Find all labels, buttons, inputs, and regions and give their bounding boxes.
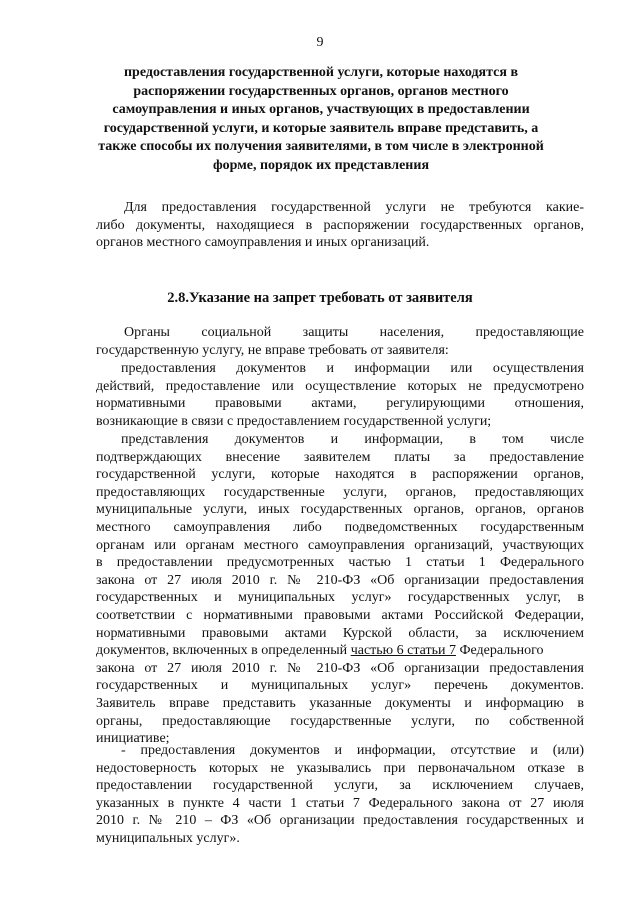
law-reference-link[interactable]: частью 6 статьи 7 — [350, 643, 456, 659]
item-1-paragraph — [96, 360, 584, 430]
paragraph-line: органы, предоставляющие государственные услуги, по собственной — [96, 713, 584, 729]
paragraph-line: нормативными правовыми актами, регулирующими отношения, — [96, 396, 584, 412]
paragraph-line: закона от 27 июля 2010 г. № 210-ФЗ «Об организации предоставления — [96, 660, 584, 676]
paragraph-line: государственных и муниципальных услуг» государственных услуг, в — [96, 590, 584, 606]
page-number: 9 — [316, 35, 324, 50]
heading-line: распоряжении государственных органов, органов местного — [133, 83, 509, 99]
paragraph-line: государственной услуги, которые находятся в распоряжении органов, — [96, 467, 584, 483]
line-text: Федерального — [455, 643, 544, 659]
paragraph-line: действий, предоставление или осуществление которых не предусмотрено — [96, 378, 584, 394]
item-2-paragraph — [96, 431, 584, 748]
heading-line: самоуправления и иных органов, участвующих в предоставлении — [112, 102, 530, 118]
paragraph-line: государственную услугу, не вправе требовать от заявителя: — [96, 342, 449, 358]
section-heading-continuation — [96, 64, 546, 176]
paragraph-line: государственных и муниципальных услуг» перечень документов. — [96, 678, 584, 694]
paragraph-line: возникающие в связи с предоставлением государственной услуги; — [96, 413, 492, 429]
paragraph-line: указанных в пункте 4 части 1 статьи 7 Федерального закона от 27 июля — [96, 795, 584, 811]
paragraph-line: предоставлении государственной услуги, за исключением случаев, — [96, 778, 584, 794]
paragraph-line-with-link — [96, 642, 584, 660]
paragraph-line: нормативными правовыми актами Курской области, за исключением — [96, 625, 584, 641]
item-3-paragraph — [96, 742, 584, 848]
paragraph-line: инициативе; — [96, 731, 170, 747]
paragraph-line: предоставляющих государственные услуги, органов, предоставляющих — [96, 484, 584, 500]
organs-paragraph — [96, 324, 584, 359]
heading-line: предоставления государственной услуги, которые находятся в — [123, 65, 519, 80]
paragraph-line: 2010 г. № 210 – ФЗ «Об организации предоставления государственных и — [96, 813, 584, 829]
paragraph-line: соответствии с нормативными правовыми актами Российской Федерации, — [96, 607, 584, 623]
paragraph-line: муниципальных услуг». — [96, 830, 240, 846]
paragraph-line: органам или органам местного самоуправления организаций, участвующих — [96, 537, 584, 553]
paragraph-line: - предоставления документов и информации, отсутствие и (или) — [121, 743, 584, 758]
paragraph-line: предоставления документов и информации или осуществления — [121, 361, 584, 376]
heading-line: также способы их получения заявителями, в том числе в электронной — [98, 139, 544, 155]
paragraph-line: закона от 27 июля 2010 г. № 210-ФЗ «Об организации предоставления — [96, 572, 584, 588]
paragraph-line: подтверждающих внесение заявителем платы за предоставление — [96, 449, 584, 465]
paragraph-line: органов местного самоуправления и иных организаций. — [96, 235, 430, 251]
paragraph-line: представления документов и информации, в том числе — [121, 432, 584, 447]
paragraph-line: в предоставлении предусмотренных частью 1 статьи 1 Федерального — [96, 555, 584, 571]
paragraph-line: либо документы, находящиеся в распоряжении государственных органов, — [96, 217, 584, 233]
heading-line: форме, порядок их представления — [212, 157, 430, 173]
paragraph-line: недостоверность которых не указывались при первоначальном отказе в — [96, 760, 584, 776]
line-text: документов, включенных в определенный — [96, 643, 351, 659]
paragraph-line: Для предоставления государственной услуги не требуются какие- — [124, 200, 584, 215]
heading-line: государственной услуги, и которые заявитель вправе представить, а — [103, 120, 539, 136]
paragraph-line: Органы социальной защиты населения, предоставляющие — [124, 325, 584, 340]
paragraph-line: муниципальные услуги, иных государственных органов, органов, органов — [96, 502, 584, 518]
intro-paragraph — [96, 199, 584, 252]
section-title: 2.8.Указание на запрет требовать от заявителя — [167, 290, 473, 306]
paragraph-line: Заявитель вправе представить указанные документы и информацию в — [96, 695, 584, 711]
paragraph-line: местного самоуправления либо подведомственных государственным — [96, 519, 584, 535]
